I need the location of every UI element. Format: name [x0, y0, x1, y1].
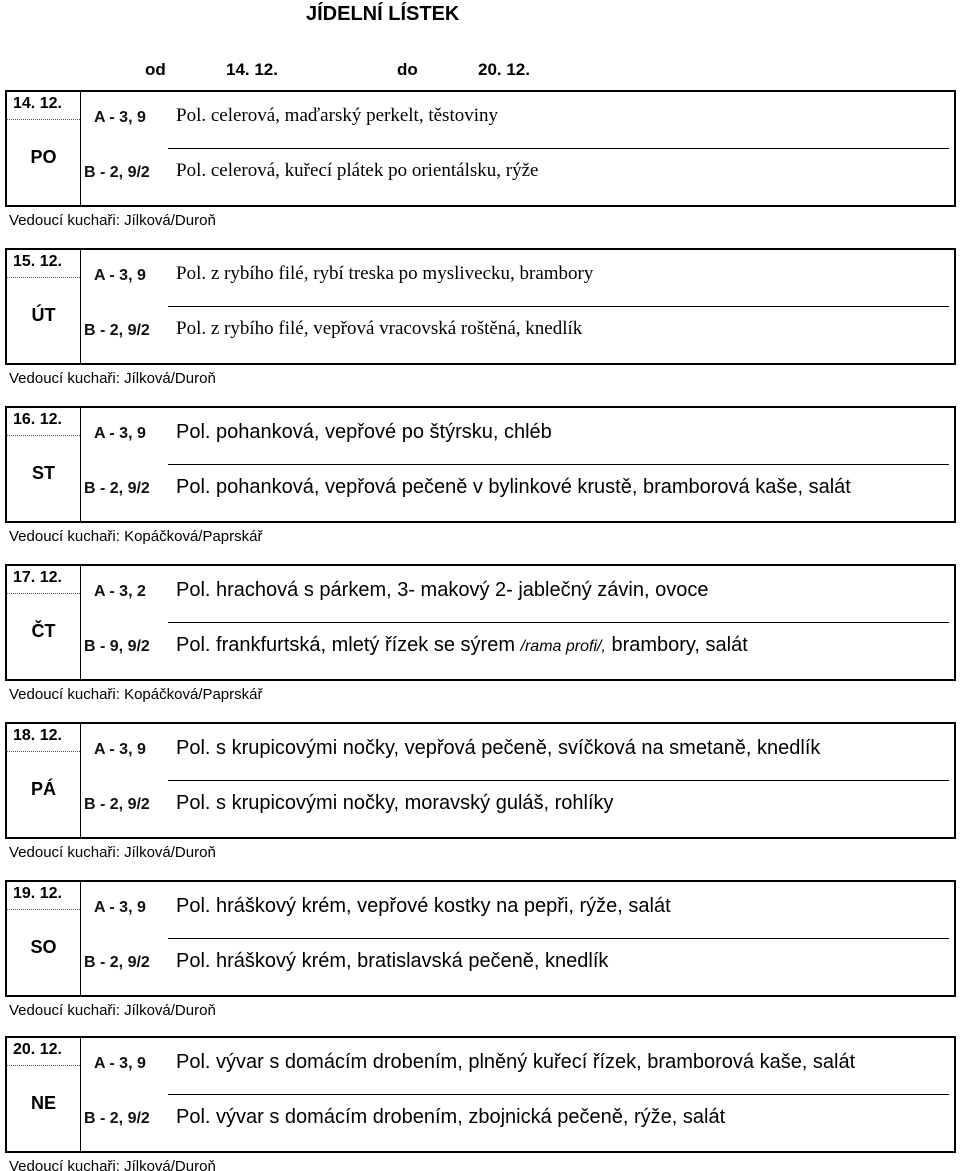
head-cooks — [9, 1158, 216, 1171]
row-divider — [168, 464, 949, 465]
head-cooks — [9, 370, 216, 387]
menu-a-code: A - 3, 9 — [94, 741, 146, 758]
head-cooks-names: Jílková/Duroň — [124, 1158, 216, 1171]
day-name: ÚT — [31, 305, 56, 325]
menu-b-dish-text: Pol. vývar s domácím drobením, zbojnická pečeně, rýže, salát — [176, 1106, 726, 1128]
row-divider — [168, 1094, 949, 1095]
menu-a-code: A - 3, 2 — [94, 583, 146, 600]
menu-a-code: A - 3, 9 — [94, 425, 146, 442]
date-cell — [7, 250, 81, 363]
menu-a-dish: Pol. z rybího filé, rybí treska po myslivecku, brambory — [176, 263, 594, 284]
menu-a-code: A - 3, 9 — [94, 1055, 146, 1072]
date-separator — [7, 593, 80, 594]
menu-b-dish — [176, 634, 748, 657]
period-do-label: do — [397, 60, 418, 79]
row-divider — [168, 148, 949, 149]
head-cooks — [9, 686, 262, 703]
menu-a-dish: Pol. s krupicovými nočky, vepřová pečeně, svíčková na smetaně, knedlík — [176, 737, 821, 759]
row-divider — [168, 780, 949, 781]
head-cooks — [9, 212, 216, 229]
head-cooks-label: Vedoucí kuchaři: — [9, 212, 120, 229]
date-separator — [7, 751, 80, 752]
day-name: NE — [30, 1093, 56, 1113]
date-cell — [7, 724, 81, 837]
menu-b-code: B - 2, 9/2 — [84, 954, 150, 971]
menu-b-code: B - 2, 9/2 — [84, 796, 150, 813]
menu-b-dish — [176, 318, 582, 340]
day-block-tuesday — [0, 248, 960, 413]
menu-b-dish-text: Pol. z rybího filé, vepřová vracovská roštěná, knedlík — [176, 318, 583, 339]
menu-b-dish — [176, 1106, 725, 1129]
date-separator — [7, 1065, 80, 1066]
menu-b-dish — [176, 950, 608, 973]
row-divider — [168, 306, 949, 307]
day-date: 15. 12. — [13, 253, 62, 270]
menu-b-dish — [176, 476, 851, 499]
menu-b-dish-text: Pol. celerová, kuřecí plátek po orientálsku, rýže — [176, 160, 539, 181]
date-cell — [7, 92, 81, 205]
date-separator — [7, 119, 80, 120]
day-date: 14. 12. — [13, 95, 62, 112]
menu-b-dish — [176, 792, 614, 815]
menu-b-code: B - 2, 9/2 — [84, 480, 150, 497]
head-cooks-names: Jílková/Duroň — [124, 1002, 216, 1019]
day-name: PÁ — [30, 779, 56, 799]
date-separator — [7, 435, 80, 436]
day-name: ČT — [31, 621, 56, 641]
menu-b-dish-tail: brambory, salát — [605, 634, 748, 656]
head-cooks-label: Vedoucí kuchaři: — [9, 528, 120, 545]
menu-b-code: B - 9, 9/2 — [84, 638, 150, 655]
menu-b-code: B - 2, 9/2 — [84, 164, 150, 181]
row-divider — [168, 622, 949, 623]
day-name: SO — [30, 937, 57, 957]
menu-b-dish-text: Pol. pohanková, vepřová pečeně v bylinkové krustě, bramborová kaše, salát — [176, 476, 851, 498]
day-block-sunday — [0, 1036, 960, 1171]
day-block-thursday — [0, 564, 960, 729]
menu-a-code: A - 3, 9 — [94, 267, 146, 284]
menu-a-dish: Pol. hrachová s párkem, 3- makový 2- jablečný závin, ovoce — [176, 579, 709, 601]
menu-a-dish: Pol. celerová, maďarský perkelt, těstoviny — [176, 105, 498, 126]
period-od-label: od — [145, 60, 166, 79]
day-block-saturday — [0, 880, 960, 1045]
menu-a-dish: Pol. vývar s domácím drobením, plněný kuřecí řízek, bramborová kaše, salát — [176, 1051, 856, 1073]
date-cell — [7, 1038, 81, 1151]
menu-b-code: B - 2, 9/2 — [84, 322, 150, 339]
head-cooks-label: Vedoucí kuchaři: — [9, 844, 120, 861]
head-cooks-label: Vedoucí kuchaři: — [9, 1158, 120, 1171]
head-cooks-names: Jílková/Duroň — [124, 370, 216, 387]
head-cooks-label: Vedoucí kuchaři: — [9, 1002, 120, 1019]
period-to-date: 20. 12. — [478, 60, 530, 79]
head-cooks-names: Jílková/Duroň — [124, 844, 216, 861]
menu-b-dish-text: Pol. hráškový krém, bratislavská pečeně, knedlík — [176, 950, 609, 972]
head-cooks — [9, 1002, 216, 1019]
head-cooks-names: Kopáčková/Paprskář — [124, 686, 263, 703]
menu-b-dish-text: Pol. frankfurtská, mletý řízek se sýrem — [176, 634, 521, 656]
day-date: 20. 12. — [13, 1041, 62, 1058]
period-from-date: 14. 12. — [226, 60, 278, 79]
menu-a-code: A - 3, 9 — [94, 109, 146, 126]
day-block-wednesday — [0, 406, 960, 571]
date-cell — [7, 882, 81, 995]
day-date: 19. 12. — [13, 885, 62, 902]
day-block-friday — [0, 722, 960, 887]
head-cooks — [9, 528, 262, 545]
head-cooks-names: Kopáčková/Paprskář — [124, 528, 263, 545]
menu-a-dish: Pol. pohanková, vepřové po štýrsku, chléb — [176, 421, 552, 443]
menu-title: JÍDELNÍ LÍSTEK — [306, 3, 460, 25]
head-cooks-label: Vedoucí kuchaři: — [9, 686, 120, 703]
day-date: 16. 12. — [13, 411, 62, 428]
menu-b-dish-note: /rama profi/, — [520, 638, 606, 655]
day-date: 18. 12. — [13, 727, 62, 744]
date-cell — [7, 566, 81, 679]
date-cell — [7, 408, 81, 521]
menu-b-code: B - 2, 9/2 — [84, 1110, 150, 1127]
date-separator — [7, 277, 80, 278]
day-block-monday — [0, 90, 960, 255]
menu-b-dish — [176, 160, 538, 182]
head-cooks-names: Jílková/Duroň — [124, 212, 216, 229]
day-name: ST — [31, 463, 55, 483]
menu-a-dish: Pol. hráškový krém, vepřové kostky na pepři, rýže, salát — [176, 895, 671, 917]
date-separator — [7, 909, 80, 910]
menu-b-dish-text: Pol. s krupicovými nočky, moravský guláš, rohlíky — [176, 792, 614, 814]
menu-a-code: A - 3, 9 — [94, 899, 146, 916]
head-cooks-label: Vedoucí kuchaři: — [9, 370, 120, 387]
day-name: PO — [30, 147, 57, 167]
row-divider — [168, 938, 949, 939]
day-date: 17. 12. — [13, 569, 62, 586]
head-cooks — [9, 844, 216, 861]
